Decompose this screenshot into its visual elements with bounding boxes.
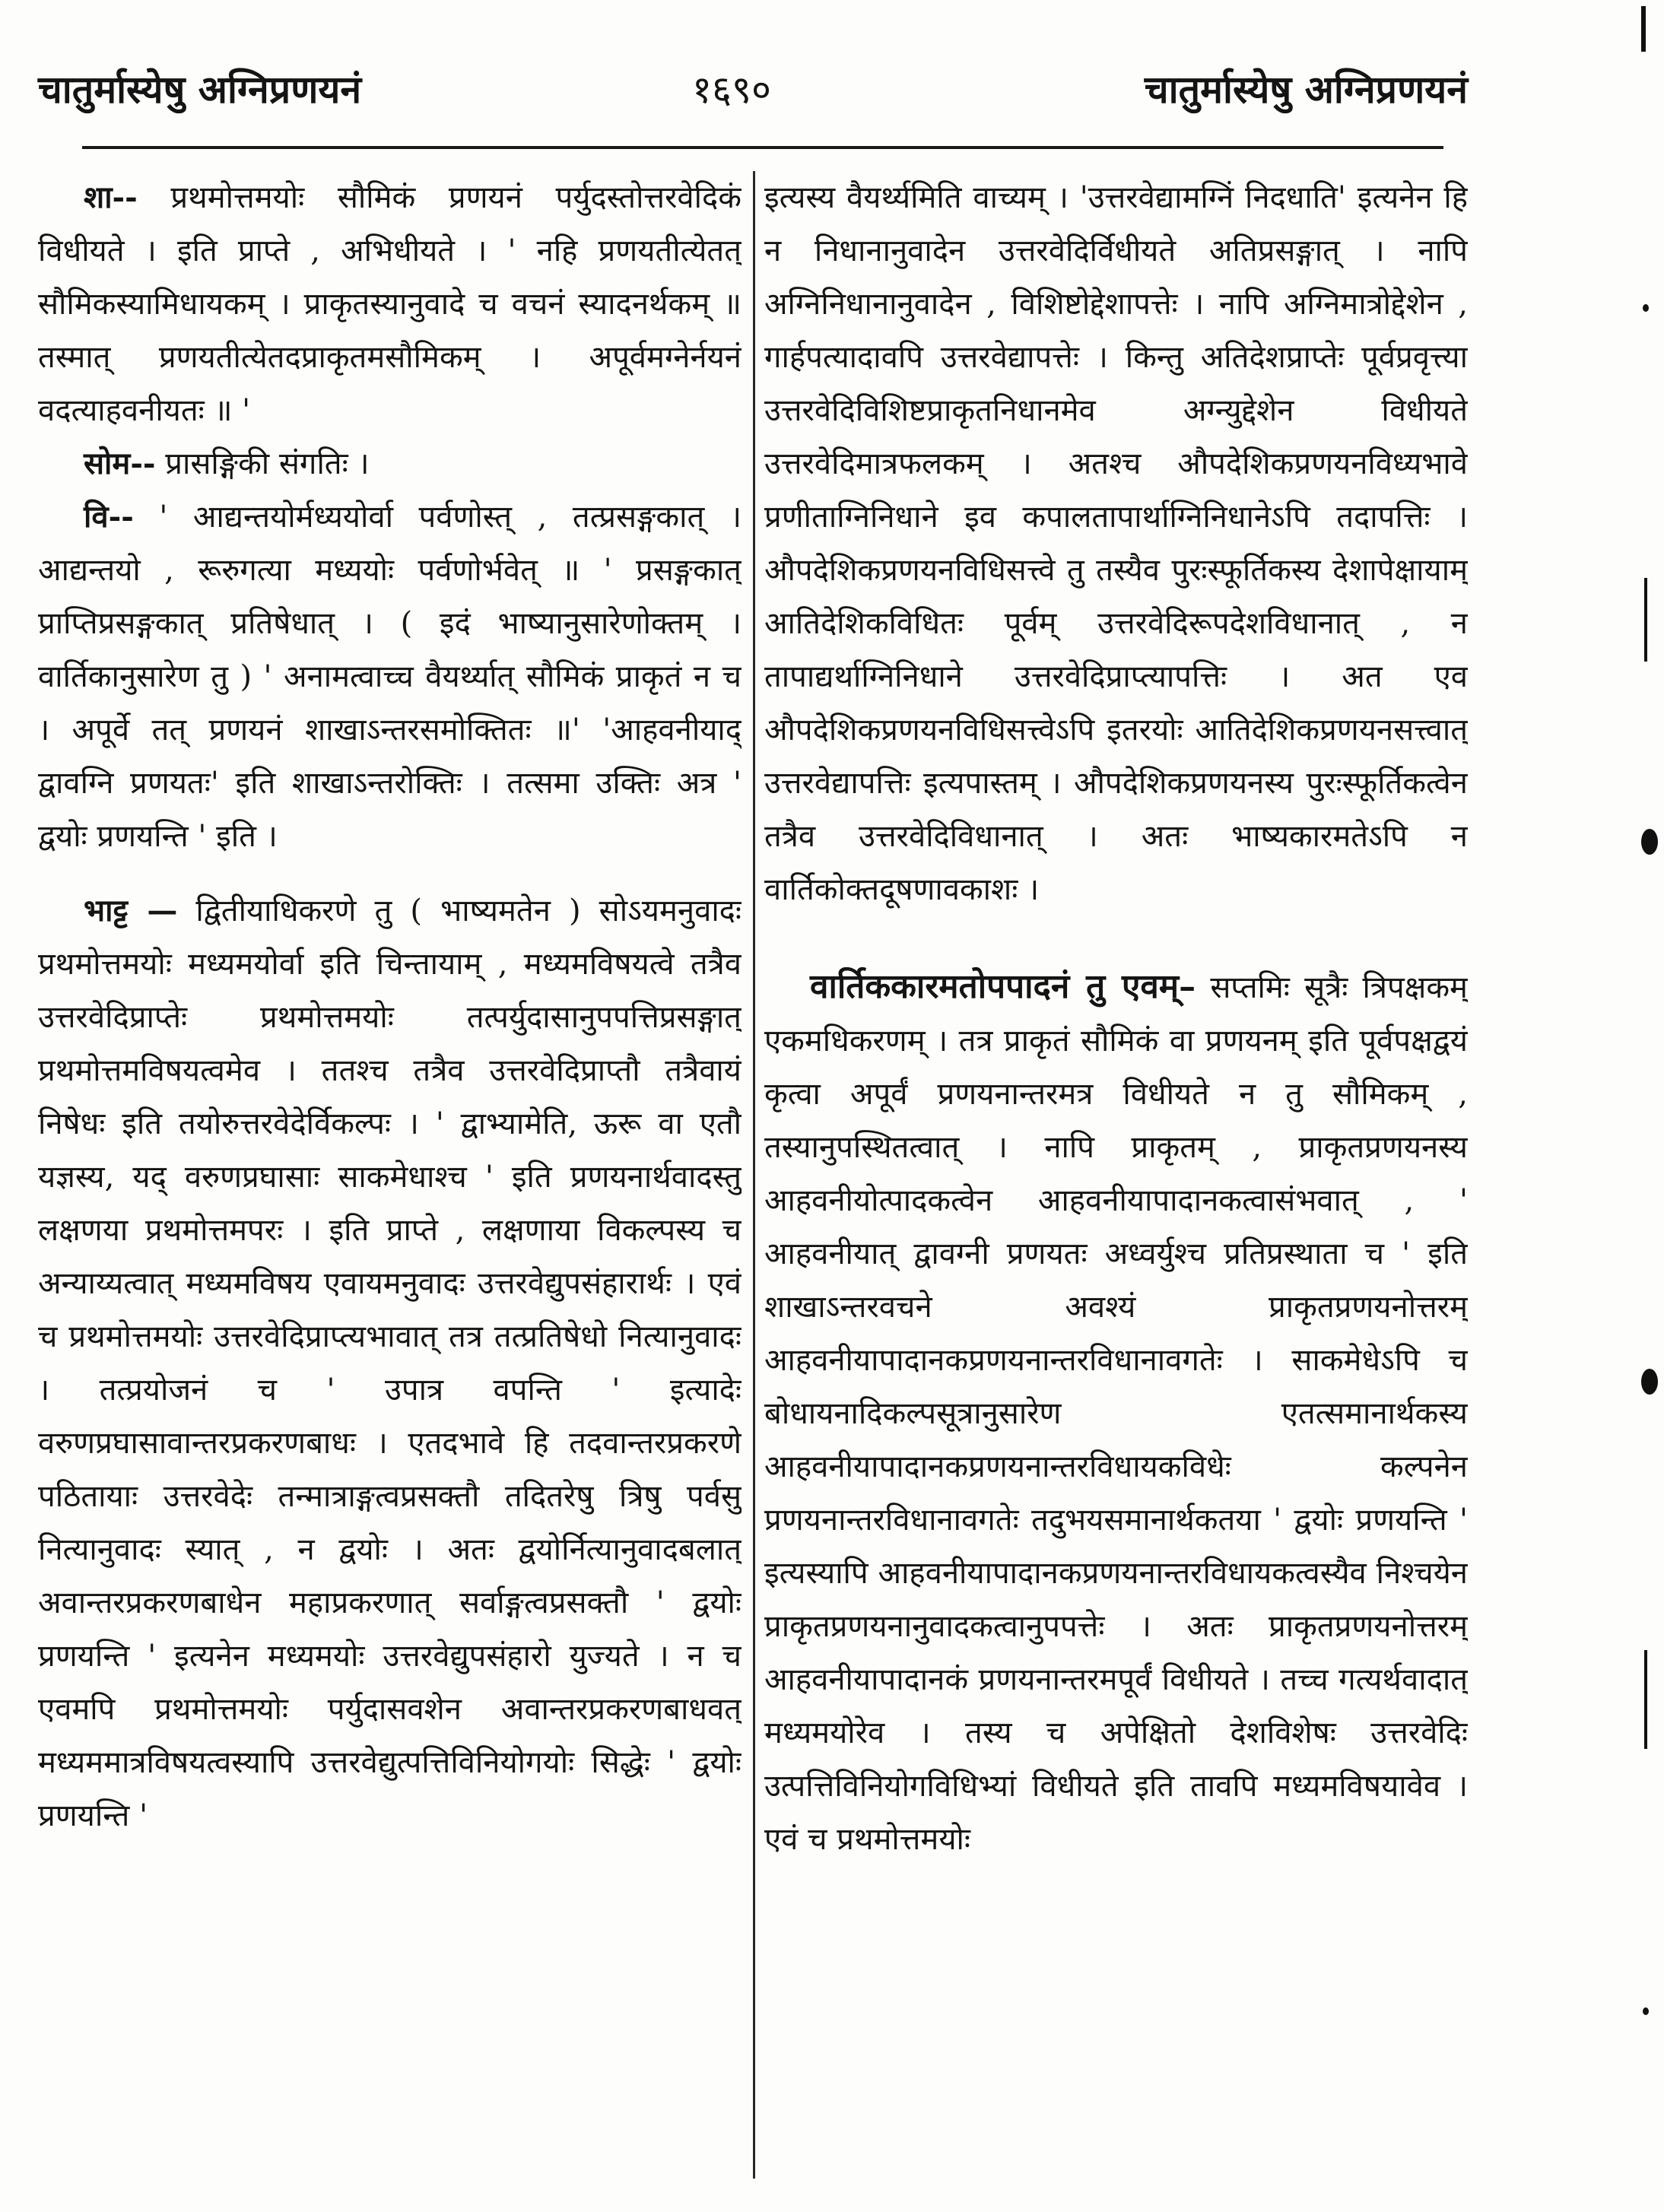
scan-blot (1641, 1369, 1658, 1395)
column-divider (753, 171, 755, 2179)
paragraph-text: प्रासङ्गिकी संगतिः । (155, 446, 370, 481)
paragraph-text: इत्यस्य वैयर्थ्यमिति वाच्यम् । 'उत्तरवेद्यामग्निं निदधाति' इत्यनेन हि न निधानानुवादेन उत्तरवेदिर्विधीयते अतिप्रसङ्गात् । नापि अग्निनिधानानुवादेन , विशिष्टोद्देशापत्तेः । नापि अग्निमात्रोद्देशेन , गार्हपत्यादावपि उत्तरवेद्यापत्तेः । किन्तु अतिदेशप्राप्तेः पूर्वप्रवृत्त्या उत्तरवेदिविशिष्टप्राकृतनिधानमेव अग्न्युद्देशेन विधीयते उत्तरवेदिमात्रफलकम् । अतश्च औपदेशिकप्रणयनविध्यभावे प्रणीताग्निनिधाने इव कपालतापार्थाग्निनिधानेऽपि तदापत्तिः । औपदेशिकप्रणयनविधिसत्त्वे तु तस्यैव पुरःस्फूर्तिकस्य देशापेक्षायाम् आतिदेशिकविधितः पूर्वम् उत्तरवेदिरूपदेशविधानात् , न तापाद्यर्थाग्निनिधाने उत्तरवेदिप्राप्त्यापत्तिः । अत एव औपदेशिकप्रणयनविधिसत्त्वेऽपि इतरयोः आतिदेशिकप्रणयनसत्त्वात् उत्तरवेद्यापत्तिः इत्यपास्तम् । औपदेशिकप्रणयनस्य पुरःस्फूर्तिकत्वेन तत्रैव उत्तरवेदिविधानात् । अतः भाष्यकारमतेऽपि न वार्तिकोक्तदूषणावकाशः । (764, 180, 1468, 907)
header-left-title: चातुर्मास्येषु अग्निप्रणयनं (38, 67, 362, 112)
page-number: १६९० (692, 68, 771, 112)
paragraph-lead: वि-- (84, 499, 134, 535)
paragraph-vartika (764, 960, 1468, 1866)
paragraph-lead: वार्तिककारमतोपपादनं तु एवम्– (810, 967, 1196, 1006)
paragraph-lead: सोम-- (84, 446, 156, 481)
scan-blot (1641, 829, 1658, 855)
paragraph-shastra (38, 171, 741, 437)
header-rule (82, 146, 1443, 149)
paragraph-lead: शा-- (84, 179, 138, 215)
paragraph-soma (38, 437, 741, 490)
scan-dot (1643, 304, 1649, 312)
scan-edge-mark-top (1641, 6, 1646, 52)
scan-edge-line (1644, 578, 1647, 662)
scan-edge-line (1644, 1650, 1647, 1749)
scan-dot (1643, 2007, 1649, 2015)
paragraph-text: ' आद्यन्तयोर्मध्ययोर्वा पर्वणोस्त् , तत्प्रसङ्गकात् । आद्यन्तयो , रूरुगत्या मध्ययोः पर्वणोर्भवेत् ॥ ' प्रसङ्गकात् प्राप्तिप्रसङ्गकात् प्रतिषेधात् । ( इदं भाष्यानुसारेणोक्तम् । वार्तिकानुसारेण तु ) ' अनामत्वाच्च वैयर्थ्यात् सौमिकं प्राकृतं न च । अपूर्वे तत् प्रणयनं शाखाऽन्तरसमोक्तितः ॥' 'आहवनीयाद् द्वावग्नि प्रणयतः' इति शाखाऽन्तरोक्तिः । तत्समा उक्तिः अत्र ' द्वयोः प्रणयन्ति ' इति । (38, 500, 741, 854)
left-column (38, 171, 741, 2179)
paragraph-lead: भाट्ट — (84, 893, 178, 928)
paragraph-text: प्रथमोत्तमयोः सौमिकं प्रणयनं पर्युदस्तोत्तरवेदिकं विधीयते । इति प्राप्ते , अभिधीयते । ' नहि प्रणयतीत्येतत् सौमिकस्यामिधायकम् । प्राकृतस्यानुवादे च वचनं स्यादनर्थकम् ॥ तस्मात् प्रणयतीत्येतदप्राकृतमसौमिकम् । अपूर्वमग्नेर्नयनं वदत्याहवनीयतः ॥ ' (38, 180, 741, 428)
header-right-title: चातुर्मास्येषु अग्निप्रणयनं (1144, 67, 1468, 112)
right-column (764, 171, 1468, 2179)
paragraph-text: सप्तमिः सूत्रैः त्रिपक्षकम् एकमधिकरणम् । तत्र प्राकृतं सौमिकं वा प्रणयनम् इति पूर्वपक्षद्वयं कृत्वा अपूर्वं प्रणयनान्तरमत्र विधीयते न तु सौमिकम् , तस्यानुपस्थितत्वात् । नापि प्राकृतम् , प्राकृतप्रणयनस्य आहवनीयोत्पादकत्वेन आहवनीयापादानकत्वासंभवात् , ' आहवनीयात् द्वावग्नी प्रणयतः अध्वर्युश्च प्रतिप्रस्थाता च ' इति शाखाऽन्तरवचने अवश्यं प्राकृतप्रणयनोत्तरम् आहवनीयापादानकप्रणयनान्तरविधानावगतेः । साकमेधेऽपि च बोधायनादिकल्पसूत्रानुसारेण एतत्समानार्थकस्य आहवनीयापादानकप्रणयनान्तरविधायकविधेः कल्पनेन प्रणयनान्तरविधानावगतेः तदुभयसमानार्थकतया ' द्वयोः प्रणयन्ति ' इत्यस्यापि आहवनीयापादानकप्रणयनान्तरविधायकत्वस्यैव निश्चयेन प्राकृतप्रणयनानुवादकत्वानुपपत्तेः । अतः प्राकृतप्रणयनोत्तरम् आहवनीयापादानकं प्रणयनान्तरमपूर्वं विधीयते । तच्च गत्यर्थवादात् मध्यमयोरेव । तस्य च अपेक्षितो देशविशेषः उत्तरवेदिः उत्पत्तिविनियोगविधिभ्यां विधीयते इति तावपि मध्यमविषयावेव । एवं च प्रथमोत्तमयोः (764, 970, 1468, 1857)
running-header (38, 62, 1468, 138)
paragraph-text: द्वितीयाधिकरणे तु ( भाष्यमतेन ) सोऽयमनुवादः प्रथमोत्तमयोः मध्यमयोर्वा इति चिन्तायाम् , मध्यमविषयत्वे तत्रैव उत्तरवेदिप्राप्तेः प्रथमोत्तमयोः तत्पर्युदासानुपपत्तिप्रसङ्गात् प्रथमोत्तमविषयत्वमेव । ततश्च तत्रैव उत्तरवेदिप्राप्तौ तत्रैवायं निषेधः इति तयोरुत्तरवेदेर्विकल्पः । ' द्वाभ्यामेति, ऊरू वा एतौ यज्ञस्य, यद् वरुणप्रघासाः साकमेधाश्च ' इति प्रणयनार्थवादस्तु लक्षणया प्रथमोत्तमपरः । इति प्राप्ते , लक्षणाया विकल्पस्य च अन्याय्यत्वात् मध्यमविषय एवायमनुवादः उत्तरवेद्युपसंहारार्थः । एवं च प्रथमोत्तमयोः उत्तरवेदिप्राप्त्यभावात् तत्र तत्प्रतिषेधो नित्यानुवादः । तत्प्रयोजनं च ' उपात्र वपन्ति ' इत्यादेः वरुणप्रघासावान्तरप्रकरणबाधः । एतदभावे हि तदवान्तरप्रकरणे पठितायाः उत्तरवेदेः तन्मात्राङ्गत्वप्रसक्तौ तदितरेषु त्रिषु पर्वसु नित्यानुवादः स्यात् , न द्वयोः । अतः द्वयोर्नित्यानुवादबलात् अवान्तरप्रकरणबाधेन महाप्रकरणात् सर्वाङ्गत्वप्रसक्तौ ' द्वयोः प्रणयन्ति ' इत्यनेन मध्यमयोः उत्तरवेद्युपसंहारो युज्यते । न च एवमपि प्रथमोत्तमयोः पर्युदासवशेन अवान्तरप्रकरणबाधवत् मध्यममात्रविषयत्वस्यापि उत्तरवेद्युत्पत्तिविनियोगयोः सिद्धेः ' द्वयोः प्रणयन्ति ' (38, 893, 741, 1833)
paragraph-bhatta (38, 884, 741, 1842)
paragraph-continuation (764, 171, 1468, 916)
paragraph-vistara (38, 490, 741, 863)
